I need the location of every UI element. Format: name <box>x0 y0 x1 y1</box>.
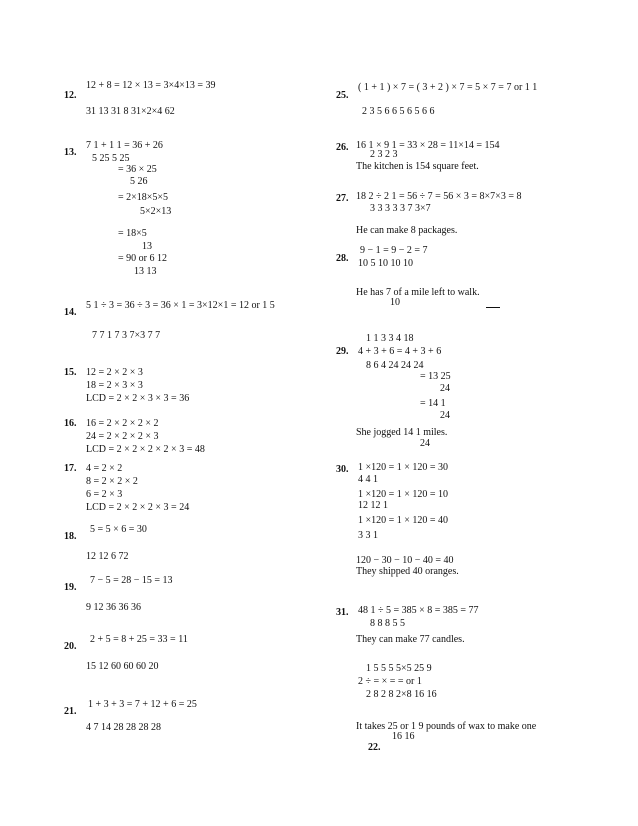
equation-bottom: 12 12 6 72 <box>86 551 129 562</box>
text-line: 18 = 2 × 3 × 3 <box>86 380 143 391</box>
equation-top: 7 − 5 = 28 − 15 = 13 <box>90 575 173 586</box>
problem-number: 20. <box>64 641 77 652</box>
equation-line: 1 ×120 = 1 × 120 = 30 <box>358 462 449 473</box>
text-line: 12 = 2 × 2 × 3 <box>86 367 143 378</box>
equation-line: = 18×5 <box>118 228 147 239</box>
equation-denominators: 12 12 1 <box>358 500 388 511</box>
problem-number: 14. <box>64 307 77 318</box>
equation-line: 4 + 3 + 6 = 4 + 3 + 6 <box>358 346 442 357</box>
equation-line: 120 − 30 − 10 − 40 = 40 <box>356 555 454 566</box>
problem-number: 18. <box>64 531 77 542</box>
problem-number: 16. <box>64 418 77 429</box>
answer-text: It takes 25 or 1 9 pounds of wax to make one <box>356 721 537 732</box>
equation-denominators: 8 8 8 5 5 <box>370 618 405 629</box>
equation-denominators: 10 5 10 10 10 <box>358 258 413 269</box>
equation-denominators: 2 3 2 3 <box>370 149 398 160</box>
answer-text: She jogged 14 1 miles. <box>356 427 448 438</box>
equation-line: 18 2 ÷ 2 1 = 56 ÷ 7 = 56 × 3 = 8×7×3 = 8 <box>356 191 522 202</box>
equation-line: 2 ÷ = × = = or 1 <box>358 676 422 687</box>
problem-number: 29. <box>336 346 349 357</box>
equation-bottom: 15 12 60 60 60 20 <box>86 661 159 672</box>
equation-denominators: 5 25 5 25 <box>92 153 130 164</box>
equation-numerators: 1 5 5 5 5×5 25 9 <box>366 663 432 674</box>
equation-denominators: 5 26 <box>130 176 148 187</box>
answer-text: He has 7 of a mile left to walk. <box>356 287 480 298</box>
equation-top: ( 1 + 1 ) × 7 = ( 3 + 2 ) × 7 = 5 × 7 = 7 or 1 1 <box>358 82 538 93</box>
text-line: LCD = 2 × 2 × 2 × 2 × 3 = 48 <box>86 444 205 455</box>
problem-number: 28. <box>336 253 349 264</box>
problem-number: 27. <box>336 193 349 204</box>
equation-denominators: 2 8 2 8 2×8 16 16 <box>366 689 437 700</box>
text-line: 16 = 2 × 2 × 2 × 2 <box>86 418 159 429</box>
text-line: 24 = 2 × 2 × 2 × 3 <box>86 431 159 442</box>
answer-denominators: 16 16 <box>392 731 415 742</box>
equation-line: 1 ×120 = 1 × 120 = 10 <box>358 489 449 500</box>
blank-line <box>486 307 500 308</box>
equation-line: 7 1 + 1 1 = 36 + 26 <box>86 140 163 151</box>
equation-bottom: 31 13 31 8 31×2×4 62 <box>86 106 175 117</box>
text-line: 8 = 2 × 2 × 2 <box>86 476 138 487</box>
problem-number: 30. <box>336 464 349 475</box>
answer-denominator: 10 <box>390 297 400 308</box>
problem-number: 26. <box>336 142 349 153</box>
equation-line: 16 1 × 9 1 = 33 × 28 = 11×14 = 154 <box>356 140 500 151</box>
equation-line: = 13 25 <box>420 371 451 382</box>
answer-text: They shipped 40 oranges. <box>356 566 459 577</box>
problem-number: 12. <box>64 90 77 101</box>
problem-number: 19. <box>64 582 77 593</box>
equation-top: 12 + 8 = 12 × 13 = 3×4×13 = 39 <box>86 80 216 91</box>
answer-text: He can make 8 packages. <box>356 225 458 236</box>
problem-number: 21. <box>64 706 77 717</box>
equation-denominators: 8 6 4 24 24 24 <box>366 360 424 371</box>
equation-denominators: 13 <box>142 241 152 252</box>
equation-line: 48 1 ÷ 5 = 385 × 8 = 385 = 77 <box>358 605 479 616</box>
problem-number: 25. <box>336 90 349 101</box>
equation-denominators: 24 <box>440 410 450 421</box>
equation-top: 5 1 ÷ 3 = 36 ÷ 3 = 36 × 1 = 3×12×1 = 12 or 1 5 <box>86 300 275 311</box>
answer-text: They can make 77 candles. <box>356 634 465 645</box>
equation-denominators: 3 3 1 <box>358 530 378 541</box>
equation-denominators: 5×2×13 <box>140 206 172 217</box>
equation-bottom: 2 3 5 6 6 5 6 5 6 6 <box>362 106 435 117</box>
answer-denominator: 24 <box>420 438 430 449</box>
equation-top: 5 = 5 × 6 = 30 <box>90 524 147 535</box>
equation-line: 9 − 1 = 9 − 2 = 7 <box>360 245 428 256</box>
equation-line: = 2×18×5×5 <box>118 192 169 203</box>
text-line: 4 = 2 × 2 <box>86 463 123 474</box>
equation-denominators: 3 3 3 3 3 7 3×7 <box>370 203 431 214</box>
equation-line: = 36 × 25 <box>118 164 157 175</box>
problem-number: 13. <box>64 147 77 158</box>
equation-line: 1 ×120 = 1 × 120 = 40 <box>358 515 449 526</box>
text-line: LCD = 2 × 2 × 2 × 3 = 24 <box>86 502 190 513</box>
equation-bottom: 9 12 36 36 36 <box>86 602 141 613</box>
equation-line: = 90 or 6 12 <box>118 253 167 264</box>
equation-denominators: 13 13 <box>134 266 157 277</box>
problem-number: 17. <box>64 463 77 474</box>
equation-denominators: 24 <box>440 383 450 394</box>
equation-top: 1 + 3 + 3 = 7 + 12 + 6 = 25 <box>88 699 197 710</box>
page-number: 22. <box>368 742 381 753</box>
equation-bottom: 4 7 14 28 28 28 28 <box>86 722 161 733</box>
text-line: 6 = 2 × 3 <box>86 489 123 500</box>
answer-text: The kitchen is 154 square feet. <box>356 161 479 172</box>
equation-denominators: 4 4 1 <box>358 474 378 485</box>
equation-top: 2 + 5 = 8 + 25 = 33 = 11 <box>90 634 188 645</box>
text-line: LCD = 2 × 2 × 3 × 3 = 36 <box>86 393 190 404</box>
equation-line: = 14 1 <box>420 398 446 409</box>
equation-bottom: 7 7 1 7 3 7×3 7 7 <box>92 330 161 341</box>
equation-numerators: 1 1 3 3 4 18 <box>366 333 414 344</box>
problem-number: 15. <box>64 367 77 378</box>
problem-number: 31. <box>336 607 349 618</box>
